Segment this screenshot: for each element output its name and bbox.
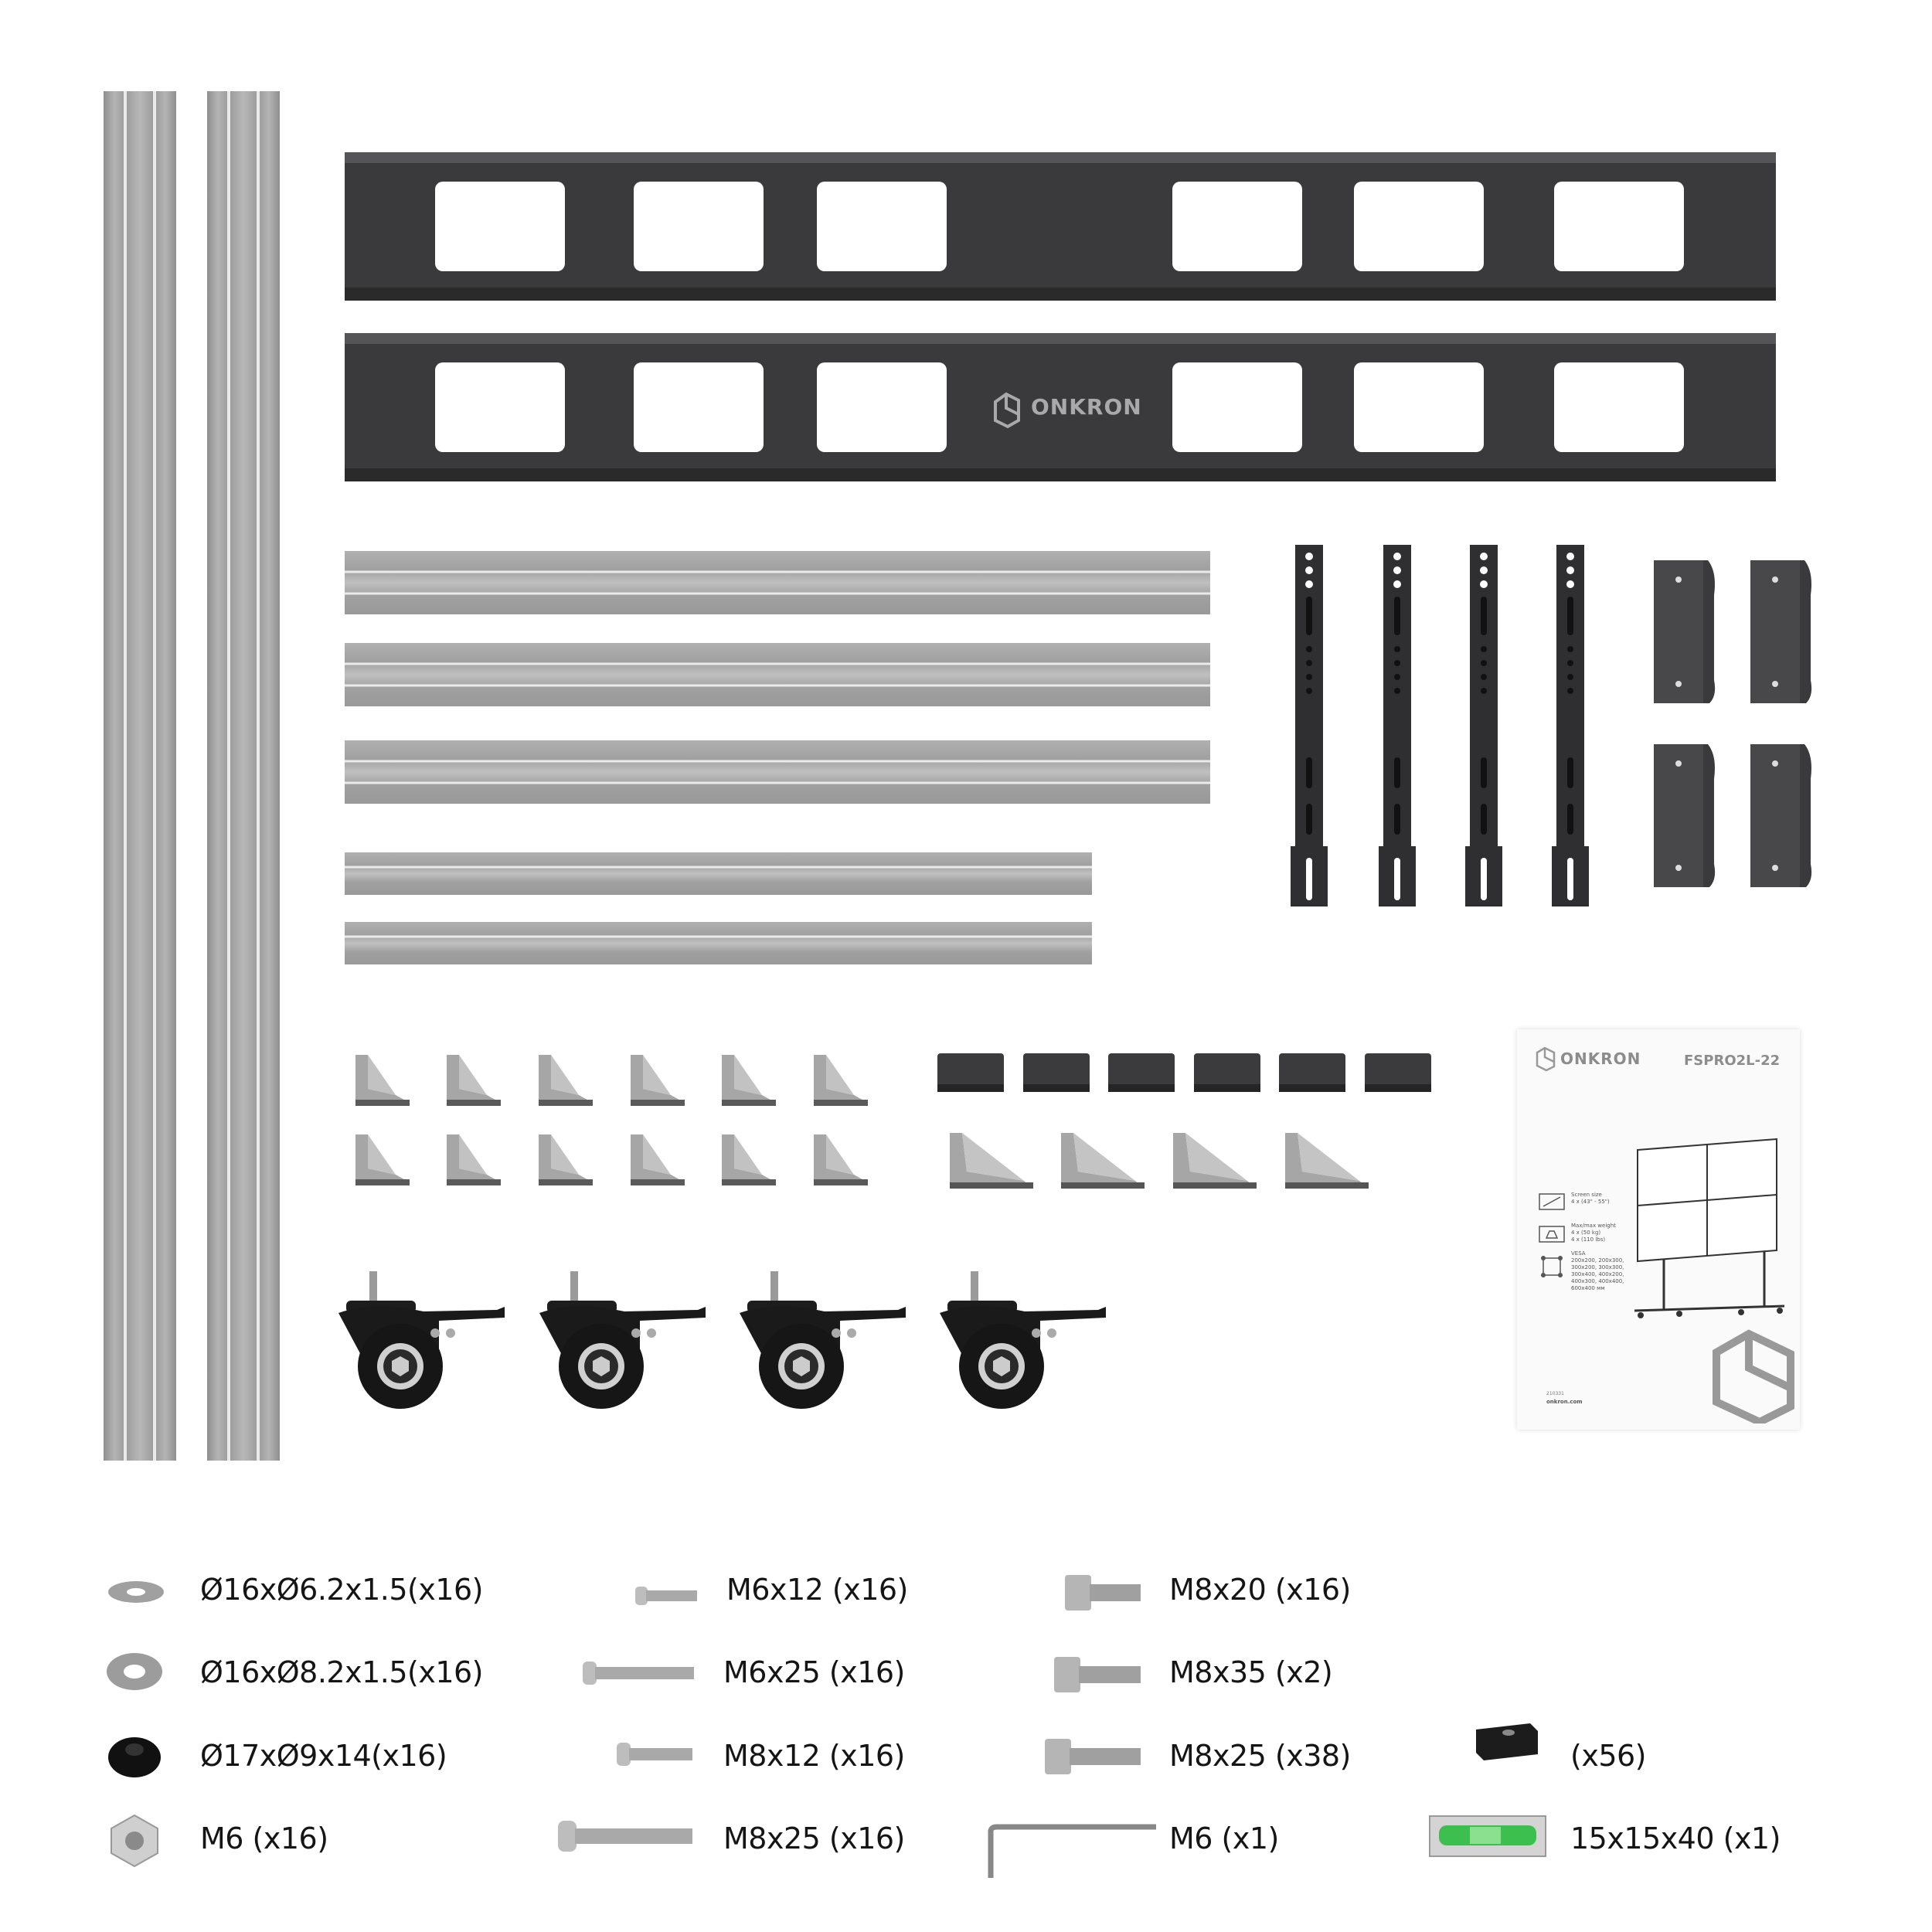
caster-wheel (940, 1271, 1106, 1409)
casters (0, 0, 1159, 1437)
vesa-icon (1539, 1253, 1565, 1280)
spec-weight: Max/max weight 4 x (50 kg) 4 x (110 lbs) (1571, 1223, 1616, 1243)
bracket (1750, 560, 1811, 703)
screw-icon (558, 1821, 692, 1852)
washer-icon (107, 1653, 162, 1690)
bracket (1654, 560, 1715, 703)
screw-icon (583, 1662, 694, 1685)
hardware-label: Ø16xØ8.2x1.5(x16) (200, 1655, 484, 1689)
end-cap (1194, 1053, 1260, 1092)
hardware-label: M8x25 (x16) (723, 1821, 905, 1855)
hardware-label: M6 (x1) (1169, 1821, 1279, 1855)
washer-icon (108, 1581, 164, 1603)
instruction-manual (1517, 1029, 1800, 1430)
end-cap (1279, 1053, 1345, 1092)
manual-model: FSPRO2L-22 (1684, 1053, 1781, 1069)
bolt-icon (1045, 1739, 1141, 1774)
weight-icon (1539, 1226, 1565, 1243)
hardware-label: M6 (x16) (200, 1821, 328, 1855)
hardware-label: M8x25 (x38) (1169, 1739, 1351, 1773)
screw-icon (635, 1587, 697, 1605)
hardware-label: M6x12 (x16) (726, 1573, 908, 1607)
hex-key-icon (991, 1827, 1156, 1878)
caster-wheel (539, 1271, 706, 1409)
manual-site: onkron.com (1546, 1399, 1583, 1405)
hardware-label: Ø17xØ9x14(x16) (200, 1739, 447, 1773)
screen-size-icon (1539, 1193, 1565, 1210)
hardware-label: M8x12 (x16) (723, 1739, 905, 1773)
bracket (1654, 744, 1715, 887)
manual-logo-icon (1536, 1046, 1557, 1071)
hardware-label: 15x15x40 (x1) (1570, 1821, 1781, 1855)
manual-brand: ONKRON (1560, 1049, 1641, 1068)
level-icon (1430, 1816, 1546, 1856)
hardware-label: M8x35 (x2) (1169, 1655, 1333, 1689)
end-cap (1365, 1053, 1431, 1092)
caster-wheel (338, 1271, 505, 1409)
manual-video-wall-illustration (1633, 1134, 1787, 1328)
rail-brand-text: ONKRON (1031, 394, 1142, 420)
nut-icon (111, 1815, 158, 1866)
spec-screen-size: Screen size 4 x (43" - 55") (1571, 1192, 1610, 1205)
large-corner-piece (1285, 1133, 1369, 1189)
manual-code: 210331 (1546, 1391, 1564, 1396)
spec-vesa: VESA 200x200, 200x300, 300x200, 300x300, 300x400, 400x200, 400x300, 400x400, 600x400 мм (1571, 1250, 1624, 1291)
large-corner-piece (1173, 1133, 1257, 1189)
bolt-icon (1054, 1657, 1141, 1692)
t-nut-icon (1476, 1723, 1538, 1760)
hardware-label: M6x25 (x16) (723, 1655, 905, 1689)
bolt-icon (1065, 1575, 1141, 1611)
spacer-icon (108, 1737, 161, 1777)
screw-icon (617, 1743, 692, 1766)
hardware-label: Ø16xØ6.2x1.5(x16) (200, 1573, 484, 1607)
hardware-label: (x56) (1570, 1739, 1646, 1773)
manual-large-logo-icon (1710, 1329, 1797, 1423)
hardware-label: M8x20 (x16) (1169, 1573, 1351, 1607)
caster-wheel (740, 1271, 906, 1409)
bracket (1750, 744, 1811, 887)
